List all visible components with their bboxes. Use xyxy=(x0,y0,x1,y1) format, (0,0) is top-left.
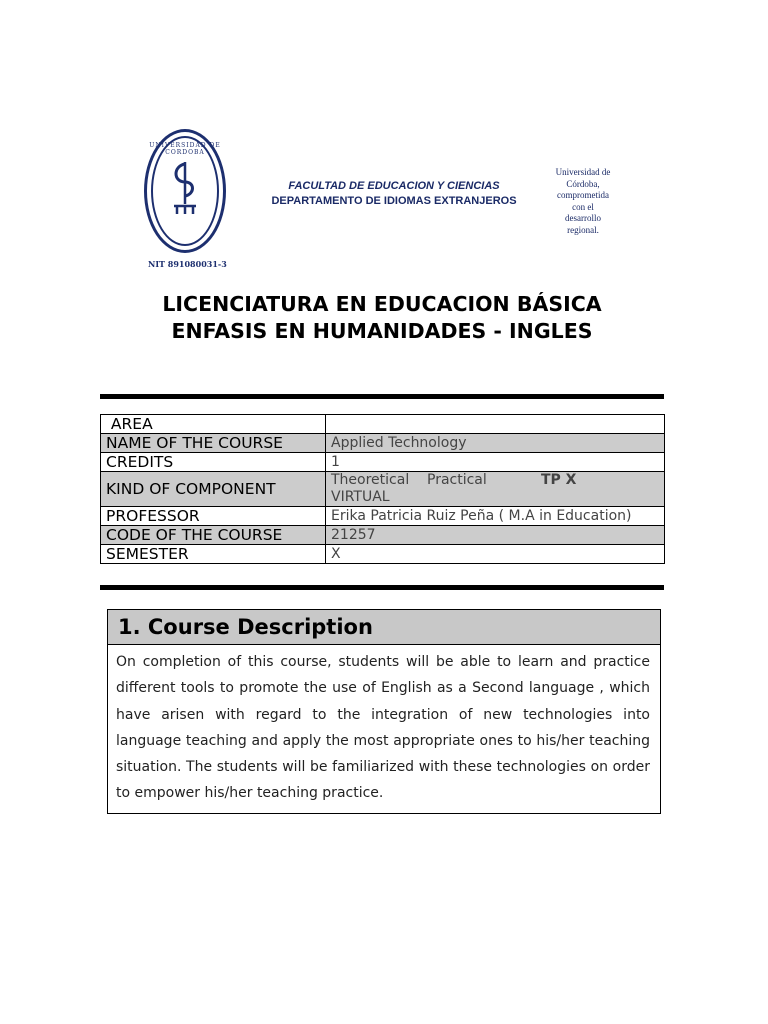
seal-ring-text: UNIVERSIDAD DE CORDOBA xyxy=(149,142,221,156)
row-value-professor: Erika Patricia Ruiz Peña ( M.A in Education) xyxy=(326,507,665,526)
component-practical: Practical xyxy=(427,472,487,488)
table-row xyxy=(101,507,665,526)
program-title xyxy=(100,291,664,345)
faculty-heading xyxy=(264,179,524,209)
nit-number: NIT 891080031-3 xyxy=(148,259,227,269)
row-value-area xyxy=(326,415,665,434)
faculty-line: FACULTAD DE EDUCACION Y CIENCIAS xyxy=(288,180,500,192)
row-label-professor: PROFESSOR xyxy=(101,507,326,526)
table-row xyxy=(101,453,665,472)
section-heading: 1. Course Description xyxy=(108,610,660,645)
component-virtual: VIRTUAL xyxy=(331,489,390,505)
course-description-section xyxy=(107,609,661,814)
table-row xyxy=(101,415,665,434)
slogan-line: Córdoba, xyxy=(566,178,600,189)
slogan-line: desarrollo xyxy=(565,213,601,223)
row-label-semester: SEMESTER xyxy=(101,545,326,564)
table-row xyxy=(101,526,665,545)
component-options xyxy=(331,472,659,489)
title-line: LICENCIATURA EN EDUCACION BÁSICA xyxy=(162,292,602,316)
seal-emblem-icon xyxy=(169,160,201,220)
university-slogan xyxy=(544,167,622,236)
title-line: ENFASIS EN HUMANIDADES - INGLES xyxy=(171,319,593,343)
slogan-line: comprometida xyxy=(557,190,609,200)
course-info-table xyxy=(100,414,665,564)
table-row xyxy=(101,545,665,564)
component-theoretical: Theoretical xyxy=(331,472,410,488)
divider-bottom xyxy=(100,585,664,590)
slogan-line: con el xyxy=(572,201,594,212)
row-value-component xyxy=(326,472,665,507)
row-label-component: KIND OF COMPONENT xyxy=(101,472,326,507)
university-seal-logo xyxy=(144,129,226,253)
slogan-line: Universidad de xyxy=(555,167,611,177)
slogan-line: regional. xyxy=(567,224,599,235)
row-label-course-name: NAME OF THE COURSE xyxy=(101,434,326,453)
section-body-text: On completion of this course, students will be able to learn and practice different tools to promote the use of English as a Second language , which have arisen with regard to the integration of new technologies into language teaching and apply the most appropriate ones to his/her teaching situation. The students will be familiarized with these technologies on order to empower his/her teaching practice. xyxy=(116,654,650,802)
row-label-code: CODE OF THE COURSE xyxy=(101,526,326,545)
row-label-area: AREA xyxy=(101,415,326,434)
row-value-code: 21257 xyxy=(326,526,665,545)
row-label-credits: CREDITS xyxy=(101,453,326,472)
row-value-credits: 1 xyxy=(326,453,665,472)
table-row xyxy=(101,434,665,453)
header-banner xyxy=(104,105,660,291)
department-line: DEPARTAMENTO DE IDIOMAS EXTRANJEROS xyxy=(271,195,517,207)
divider-top xyxy=(100,394,664,399)
row-value-semester: X xyxy=(326,545,665,564)
component-tp: TP X xyxy=(541,472,577,488)
row-value-course-name: Applied Technology xyxy=(326,434,665,453)
table-row xyxy=(101,472,665,507)
